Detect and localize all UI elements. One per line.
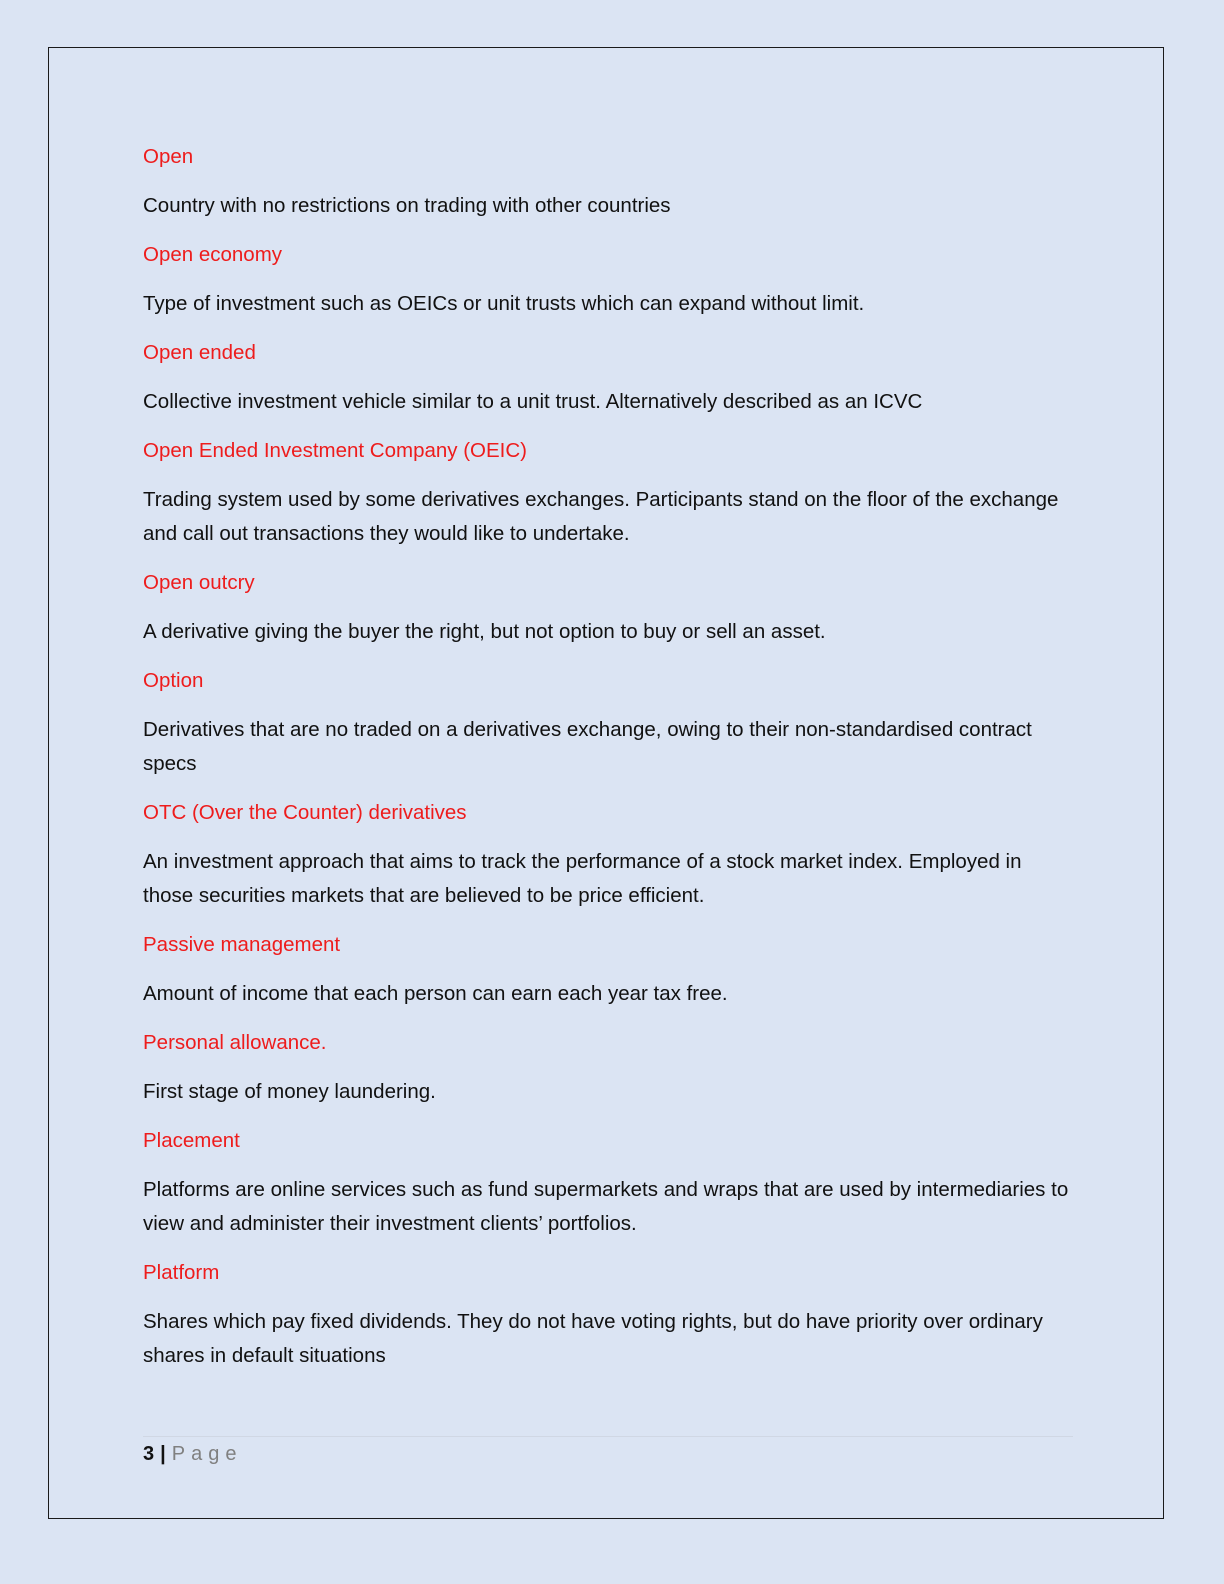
glossary-definition: Derivatives that are no traded on a derivatives exchange, owing to their non-standardised contract specs xyxy=(143,718,1032,775)
glossary-entry xyxy=(143,1124,1073,1241)
glossary-term: Option xyxy=(143,669,204,692)
glossary-definition: Type of investment such as OEICs or unit trusts which can expand without limit. xyxy=(143,292,865,315)
glossary-term: Open outcry xyxy=(143,571,255,594)
glossary-entry xyxy=(143,140,1073,223)
glossary-definition: Trading system used by some derivatives exchanges. Participants stand on the floor of the exchange and call out transactions they would like to undertake. xyxy=(143,488,1059,545)
glossary-term: Placement xyxy=(143,1129,240,1152)
glossary-content xyxy=(143,140,1073,1388)
page-label: Page xyxy=(171,1443,243,1465)
glossary-term: Personal allowance. xyxy=(143,1031,327,1054)
glossary-term: Open ended xyxy=(143,341,256,364)
glossary-definition: An investment approach that aims to track the performance of a stock market index. Employed in those securities markets that are believed to be price efficient. xyxy=(143,850,1022,907)
glossary-term: OTC (Over the Counter) derivatives xyxy=(143,801,467,824)
glossary-definition: A derivative giving the buyer the right, but not option to buy or sell an asset. xyxy=(143,620,826,643)
glossary-definition: Platforms are online services such as fund supermarkets and wraps that are used by intermediaries to view and administer their investment clients’ portfolios. xyxy=(143,1178,1069,1235)
page-number: 3 xyxy=(143,1443,155,1465)
glossary-definition: Shares which pay fixed dividends. They do not have voting rights, but do have priority over ordinary shares in default situations xyxy=(143,1310,1043,1367)
glossary-entry xyxy=(143,336,1073,419)
glossary-term: Open economy xyxy=(143,243,283,266)
glossary-entry xyxy=(143,566,1073,649)
glossary-term: Open Ended Investment Company (OEIC) xyxy=(143,439,527,462)
glossary-term: Open xyxy=(143,145,194,168)
footer-separator: | xyxy=(160,1443,166,1465)
glossary-term: Platform xyxy=(143,1261,220,1284)
glossary-definition: First stage of money laundering. xyxy=(143,1080,436,1103)
glossary-definition: Country with no restrictions on trading with other countries xyxy=(143,194,671,217)
glossary-definition: Collective investment vehicle similar to a unit trust. Alternatively described as an ICVC xyxy=(143,390,923,413)
glossary-definition: Amount of income that each person can earn each year tax free. xyxy=(143,982,728,1005)
glossary-entry xyxy=(143,238,1073,321)
glossary-entry xyxy=(143,1256,1073,1373)
page-footer xyxy=(143,1440,242,1468)
glossary-entry xyxy=(143,664,1073,781)
glossary-entry xyxy=(143,928,1073,1011)
glossary-term: Passive management xyxy=(143,933,341,956)
glossary-entry xyxy=(143,434,1073,551)
glossary-entry xyxy=(143,796,1073,913)
glossary-entry xyxy=(143,1026,1073,1109)
footer-divider xyxy=(143,1436,1073,1437)
